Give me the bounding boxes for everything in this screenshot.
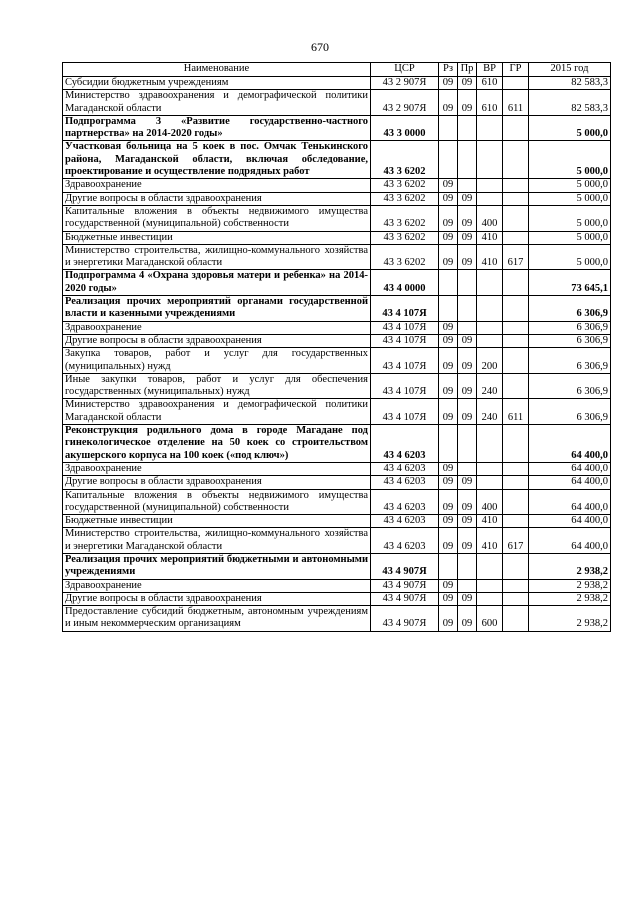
cell-name: Бюджетные инвестиции <box>63 231 371 244</box>
cell-rz: 09 <box>439 373 458 399</box>
header-year: 2015 год <box>529 63 611 77</box>
cell-amount: 5 000,0 <box>529 192 611 205</box>
cell-rz: 09 <box>439 462 458 475</box>
table-row <box>63 425 611 463</box>
cell-name: Субсидии бюджетным учреждениям <box>63 77 371 90</box>
cell-amount: 2 938,2 <box>529 606 611 632</box>
table-row <box>63 115 611 141</box>
cell-vr <box>477 141 503 179</box>
cell-pr: 09 <box>458 489 477 515</box>
cell-rz: 09 <box>439 399 458 425</box>
cell-csr: 43 2 907Я <box>371 77 439 90</box>
table-row <box>63 462 611 475</box>
cell-csr: 43 4 107Я <box>371 373 439 399</box>
cell-rz: 09 <box>439 334 458 347</box>
cell-gr <box>503 348 529 374</box>
cell-gr <box>503 489 529 515</box>
table-row <box>63 296 611 322</box>
cell-csr: 43 3 6202 <box>371 179 439 192</box>
table-row <box>63 399 611 425</box>
page-number: 670 <box>311 40 329 54</box>
cell-name: Министерство строительства, жилищно-коммунального хозяйства и энергетики Магаданской области <box>63 244 371 270</box>
cell-pr: 09 <box>458 528 477 554</box>
cell-vr: 610 <box>477 90 503 116</box>
cell-rz: 09 <box>439 579 458 592</box>
cell-vr <box>477 425 503 463</box>
cell-csr: 43 4 6203 <box>371 489 439 515</box>
cell-pr <box>458 115 477 141</box>
cell-vr <box>477 192 503 205</box>
cell-gr <box>503 115 529 141</box>
cell-name: Реализация прочих мероприятий органами государственной власти и казенными учреждениями <box>63 296 371 322</box>
cell-csr: 43 4 907Я <box>371 606 439 632</box>
cell-name: Капитальные вложения в объекты недвижимого имущества государственной (муниципальной) собственности <box>63 205 371 231</box>
cell-csr: 43 3 6202 <box>371 231 439 244</box>
cell-csr: 43 4 6203 <box>371 425 439 463</box>
cell-rz: 09 <box>439 592 458 605</box>
cell-csr: 43 4 107Я <box>371 348 439 374</box>
cell-pr: 09 <box>458 399 477 425</box>
cell-pr: 09 <box>458 476 477 489</box>
cell-vr: 400 <box>477 205 503 231</box>
table-row <box>63 579 611 592</box>
cell-rz <box>439 425 458 463</box>
cell-amount: 5 000,0 <box>529 141 611 179</box>
cell-rz: 09 <box>439 192 458 205</box>
cell-rz: 09 <box>439 606 458 632</box>
cell-pr: 09 <box>458 348 477 374</box>
table-row <box>63 373 611 399</box>
cell-rz: 09 <box>439 476 458 489</box>
table-row <box>63 141 611 179</box>
header-gr: ГР <box>503 63 529 77</box>
cell-gr <box>503 476 529 489</box>
cell-vr <box>477 334 503 347</box>
cell-pr: 09 <box>458 334 477 347</box>
cell-gr <box>503 321 529 334</box>
cell-vr <box>477 462 503 475</box>
cell-gr: 617 <box>503 528 529 554</box>
cell-rz: 09 <box>439 77 458 90</box>
cell-rz: 09 <box>439 348 458 374</box>
cell-name: Здравоохранение <box>63 179 371 192</box>
cell-csr: 43 3 6202 <box>371 141 439 179</box>
table-row <box>63 77 611 90</box>
cell-gr <box>503 373 529 399</box>
header-name: Наименование <box>63 63 371 77</box>
cell-vr: 600 <box>477 606 503 632</box>
cell-gr: 611 <box>503 90 529 116</box>
cell-gr <box>503 579 529 592</box>
cell-rz <box>439 270 458 296</box>
cell-csr: 43 4 6203 <box>371 528 439 554</box>
cell-gr <box>503 296 529 322</box>
cell-amount: 64 400,0 <box>529 515 611 528</box>
cell-csr: 43 4 107Я <box>371 399 439 425</box>
cell-gr <box>503 205 529 231</box>
cell-amount: 5 000,0 <box>529 244 611 270</box>
cell-amount: 6 306,9 <box>529 373 611 399</box>
cell-csr: 43 3 6202 <box>371 192 439 205</box>
cell-name: Участковая больница на 5 коек в пос. Омчак Тенькинского района, Магаданской области, включая обследование, проектирование и осуществление подрядных работ <box>63 141 371 179</box>
cell-pr <box>458 321 477 334</box>
cell-gr <box>503 553 529 579</box>
cell-name: Другие вопросы в области здравоохранения <box>63 192 371 205</box>
cell-amount: 6 306,9 <box>529 399 611 425</box>
header-pr: Пр <box>458 63 477 77</box>
cell-pr: 09 <box>458 231 477 244</box>
cell-name: Иные закупки товаров, работ и услуг для обеспечения государственных (муниципальных) нужд <box>63 373 371 399</box>
cell-gr <box>503 231 529 244</box>
cell-vr <box>477 296 503 322</box>
table-row <box>63 592 611 605</box>
cell-amount: 64 400,0 <box>529 489 611 515</box>
table-row <box>63 476 611 489</box>
cell-pr: 09 <box>458 77 477 90</box>
cell-amount: 5 000,0 <box>529 115 611 141</box>
table-row <box>63 348 611 374</box>
cell-csr: 43 4 907Я <box>371 579 439 592</box>
cell-amount: 2 938,2 <box>529 553 611 579</box>
cell-name: Бюджетные инвестиции <box>63 515 371 528</box>
cell-name: Реализация прочих мероприятий бюджетными и автономными учреждениями <box>63 553 371 579</box>
cell-gr <box>503 77 529 90</box>
table-row <box>63 90 611 116</box>
cell-name: Реконструкция родильного дома в городе Магадане под гинекологическое отделение на 50 коек со строительством акушерского корпуса на 100 коек («под ключ») <box>63 425 371 463</box>
cell-vr: 410 <box>477 515 503 528</box>
cell-csr: 43 4 6203 <box>371 515 439 528</box>
cell-pr: 09 <box>458 192 477 205</box>
cell-gr <box>503 606 529 632</box>
cell-vr <box>477 476 503 489</box>
cell-amount: 5 000,0 <box>529 205 611 231</box>
cell-amount: 5 000,0 <box>529 231 611 244</box>
cell-rz: 09 <box>439 90 458 116</box>
cell-amount: 64 400,0 <box>529 476 611 489</box>
cell-pr: 09 <box>458 592 477 605</box>
cell-rz: 09 <box>439 515 458 528</box>
table-row <box>63 231 611 244</box>
cell-pr: 09 <box>458 244 477 270</box>
cell-csr: 43 2 907Я <box>371 90 439 116</box>
cell-vr: 400 <box>477 489 503 515</box>
cell-pr <box>458 141 477 179</box>
cell-name: Другие вопросы в области здравоохранения <box>63 476 371 489</box>
cell-amount: 2 938,2 <box>529 592 611 605</box>
cell-rz: 09 <box>439 244 458 270</box>
cell-name: Здравоохранение <box>63 321 371 334</box>
cell-amount: 82 583,3 <box>529 77 611 90</box>
cell-gr <box>503 270 529 296</box>
cell-gr <box>503 425 529 463</box>
cell-pr <box>458 462 477 475</box>
cell-rz: 09 <box>439 489 458 515</box>
cell-csr: 43 3 6202 <box>371 205 439 231</box>
table-header-row <box>63 63 611 77</box>
cell-vr: 410 <box>477 244 503 270</box>
cell-rz <box>439 141 458 179</box>
cell-amount: 64 400,0 <box>529 462 611 475</box>
header-csr: ЦСР <box>371 63 439 77</box>
cell-name: Министерство здравоохранения и демографической политики Магаданской области <box>63 90 371 116</box>
cell-rz: 09 <box>439 205 458 231</box>
table-row <box>63 515 611 528</box>
cell-pr <box>458 425 477 463</box>
cell-gr: 611 <box>503 399 529 425</box>
cell-csr: 43 4 107Я <box>371 334 439 347</box>
cell-pr <box>458 270 477 296</box>
cell-name: Здравоохранение <box>63 462 371 475</box>
table-row <box>63 270 611 296</box>
table-row <box>63 528 611 554</box>
budget-table <box>62 62 611 632</box>
cell-pr: 09 <box>458 373 477 399</box>
cell-rz <box>439 553 458 579</box>
cell-rz: 09 <box>439 231 458 244</box>
cell-vr: 240 <box>477 399 503 425</box>
cell-csr: 43 4 107Я <box>371 321 439 334</box>
cell-name: Министерство строительства, жилищно-коммунального хозяйства и энергетики Магаданской области <box>63 528 371 554</box>
table-row <box>63 334 611 347</box>
cell-pr: 09 <box>458 90 477 116</box>
cell-name: Другие вопросы в области здравоохранения <box>63 592 371 605</box>
cell-amount: 64 400,0 <box>529 425 611 463</box>
cell-amount: 73 645,1 <box>529 270 611 296</box>
cell-csr: 43 4 6203 <box>371 476 439 489</box>
cell-pr: 09 <box>458 515 477 528</box>
cell-vr: 610 <box>477 77 503 90</box>
cell-gr <box>503 462 529 475</box>
cell-name: Здравоохранение <box>63 579 371 592</box>
table-row <box>63 244 611 270</box>
cell-gr <box>503 592 529 605</box>
table-row <box>63 179 611 192</box>
cell-amount: 6 306,9 <box>529 348 611 374</box>
cell-pr <box>458 179 477 192</box>
header-rz: Рз <box>439 63 458 77</box>
cell-amount: 82 583,3 <box>529 90 611 116</box>
header-vr: ВР <box>477 63 503 77</box>
cell-vr: 240 <box>477 373 503 399</box>
table-row <box>63 553 611 579</box>
cell-amount: 2 938,2 <box>529 579 611 592</box>
cell-vr <box>477 321 503 334</box>
cell-gr <box>503 515 529 528</box>
cell-name: Капитальные вложения в объекты недвижимого имущества государственной (муниципальной) собственности <box>63 489 371 515</box>
cell-amount: 6 306,9 <box>529 296 611 322</box>
cell-gr <box>503 192 529 205</box>
cell-name: Закупка товаров, работ и услуг для государственных (муниципальных) нужд <box>63 348 371 374</box>
cell-csr: 43 3 0000 <box>371 115 439 141</box>
cell-csr: 43 4 0000 <box>371 270 439 296</box>
cell-vr <box>477 579 503 592</box>
cell-gr <box>503 179 529 192</box>
cell-csr: 43 4 907Я <box>371 553 439 579</box>
cell-name: Подпрограмма 3 «Развитие государственно-частного партнерства» на 2014-2020 годы» <box>63 115 371 141</box>
table-row <box>63 192 611 205</box>
cell-pr: 09 <box>458 205 477 231</box>
table-row <box>63 489 611 515</box>
cell-csr: 43 4 107Я <box>371 296 439 322</box>
cell-vr: 200 <box>477 348 503 374</box>
cell-amount: 64 400,0 <box>529 528 611 554</box>
cell-rz: 09 <box>439 321 458 334</box>
cell-gr <box>503 334 529 347</box>
cell-gr: 617 <box>503 244 529 270</box>
cell-rz: 09 <box>439 528 458 554</box>
cell-vr <box>477 115 503 141</box>
cell-name: Предоставление субсидий бюджетным, автономным учреждениям и иным некоммерческим организациям <box>63 606 371 632</box>
cell-csr: 43 4 907Я <box>371 592 439 605</box>
table-row <box>63 205 611 231</box>
cell-rz <box>439 115 458 141</box>
cell-name: Другие вопросы в области здравоохранения <box>63 334 371 347</box>
cell-gr <box>503 141 529 179</box>
cell-vr <box>477 179 503 192</box>
cell-name: Министерство здравоохранения и демографической политики Магаданской области <box>63 399 371 425</box>
cell-vr: 410 <box>477 528 503 554</box>
table-row <box>63 606 611 632</box>
cell-amount: 6 306,9 <box>529 334 611 347</box>
cell-pr: 09 <box>458 606 477 632</box>
cell-rz <box>439 296 458 322</box>
table-row <box>63 321 611 334</box>
cell-csr: 43 3 6202 <box>371 244 439 270</box>
cell-vr <box>477 592 503 605</box>
cell-vr: 410 <box>477 231 503 244</box>
cell-amount: 6 306,9 <box>529 321 611 334</box>
cell-pr <box>458 553 477 579</box>
cell-vr <box>477 270 503 296</box>
cell-amount: 5 000,0 <box>529 179 611 192</box>
cell-pr <box>458 296 477 322</box>
cell-name: Подпрограмма 4 «Охрана здоровья матери и ребенка» на 2014-2020 годы» <box>63 270 371 296</box>
cell-pr <box>458 579 477 592</box>
cell-csr: 43 4 6203 <box>371 462 439 475</box>
cell-rz: 09 <box>439 179 458 192</box>
cell-vr <box>477 553 503 579</box>
